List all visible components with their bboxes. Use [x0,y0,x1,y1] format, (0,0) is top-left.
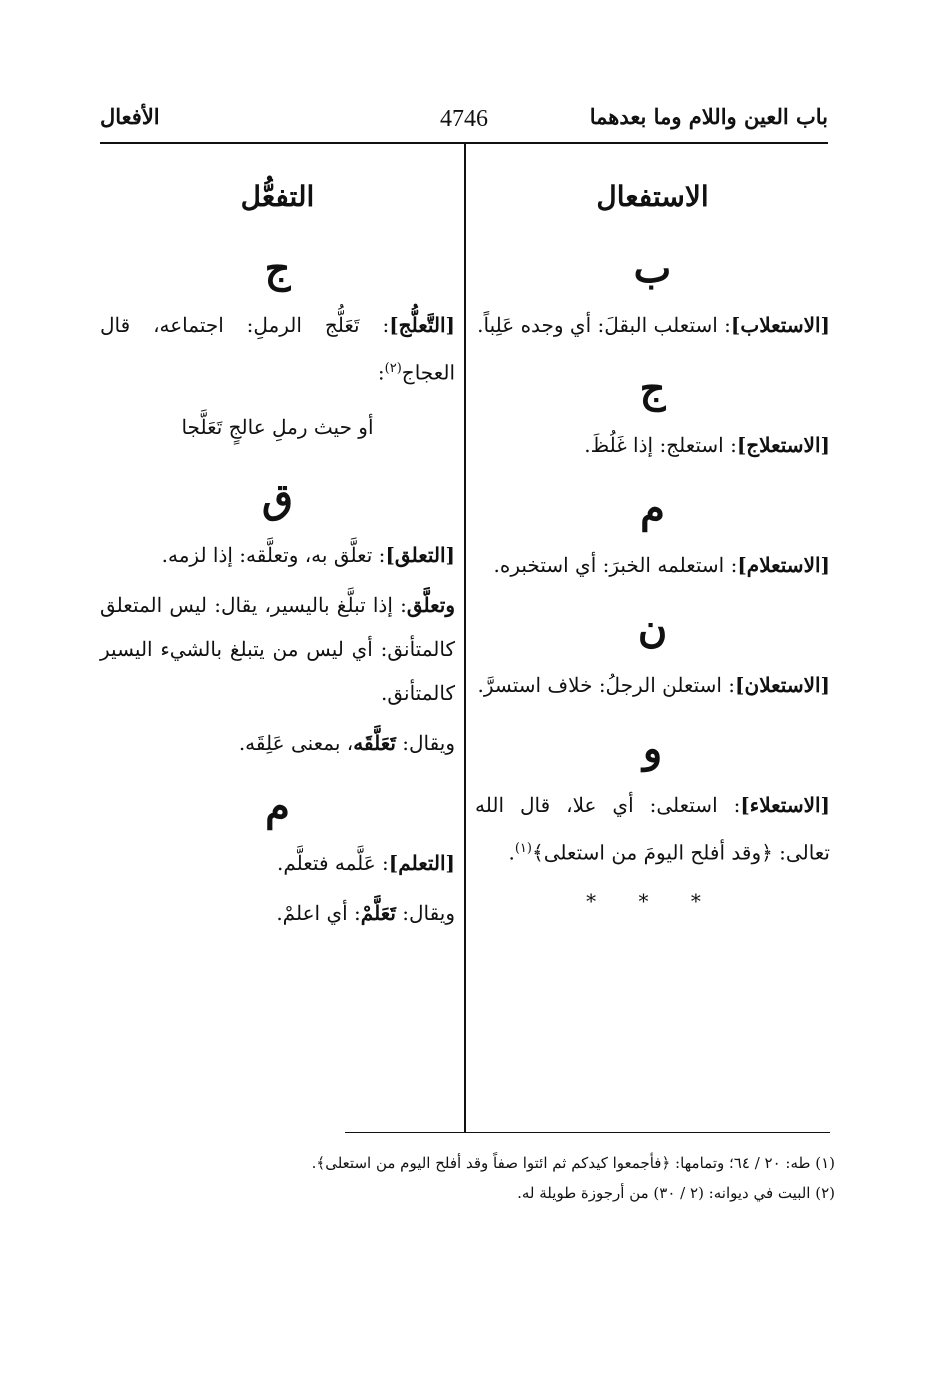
letter-heading: ب [633,245,672,292]
page-header [100,100,828,144]
entry-headword: تَعَلَّقَه [353,730,396,755]
dictionary-entry [475,303,830,347]
entry-text: : تعلَّق به، وتعلَّقه: إذا لزمه. [161,542,386,567]
dictionary-entry [100,583,455,715]
entry-text: : عَلَّمه فتعلَّم. [276,850,389,875]
dictionary-entry [100,891,455,935]
entry-headword: [الاستعلان] [735,673,830,697]
entry-prefix: ويقال: [402,730,455,755]
entry-headword: تَعَلَّمْ [360,900,396,925]
letter-heading: م [265,782,290,830]
chapter-title: باب العين واللام وما بعدهما [589,104,828,129]
dictionary-entry [100,721,455,765]
dictionary-entry [475,663,830,707]
entry-text: : تَعَلُّج الرملِ: اجتماعه، قال العجاج [100,313,455,385]
dictionary-entry [100,533,455,577]
entry-text: : استعلج: إذا غَلُظَ. [584,433,737,457]
dictionary-entry [475,543,830,587]
poetry-verse: أو حيث رملِ عالجٍ تَعَلَّجا [181,414,374,439]
entry-headword: [التعلق] [385,542,455,567]
section-title: الأفعال [100,104,160,129]
left-column-title: التفعُّل [240,180,315,213]
right-column [475,150,830,913]
footnote-marker[interactable]: (٢) [384,361,402,376]
dictionary-entry [475,423,830,467]
entry-text: : استعلن الرجلُ: خلاف استسرَّ. [477,673,736,697]
entry-headword: [الاستعلاء] [740,793,830,817]
column-divider [464,143,466,1133]
entry-text: ، بمعنى عَلِقَه. [238,730,354,755]
letter-heading: و [642,725,663,772]
dictionary-entry: [الاستعلاء]: استعلى: أي علا، قال الله تعالى: ﴿وقد أفلح اليومَ من استعلى﴾$^{(١)}$. [475,793,830,865]
letter-heading: ج [264,245,291,292]
footnotes [100,1148,835,1208]
entry-text: : أي اعلمْ. [276,900,361,925]
entry-headword: [الاستعلاج] [736,433,830,457]
letter-heading: ق [261,474,294,522]
footnote-marker[interactable]: (١) [514,841,532,856]
footnote-2: (٢) البيت في ديوانه: (٢ / ٣٠) من أرجوزة طويلة له. [517,1184,835,1202]
dictionary-entry: [التَّعلُّج]: تَعَلُّج الرملِ: اجتماعه، قال العجاج$^{(٢)}$: [100,313,455,385]
footnote-1: (١) طه: ٢٠ / ٦٤؛ وتمامها: ﴿فأجمعوا كيدكم ثم ائتوا صفاً وقد أفلح اليوم من استعلى﴾. [311,1154,835,1172]
entry-text: : استعلمه الخبرَ: أي استخبره. [493,553,738,577]
entry-prefix: ويقال: [402,900,455,925]
entry-headword: [الاستعلام] [737,553,830,577]
entry-text: : استعلى: أي علا، قال الله تعالى: ﴿وقد أفلح اليومَ من استعلى﴾ [475,793,830,865]
letter-heading: م [640,485,665,532]
right-column-title: الاستفعال [596,180,709,213]
dictionary-entry [100,841,455,885]
entry-text: : استعلب البقلَ: أي وجده عَلِباً. [477,313,731,337]
entry-headword: وتعلَّق [406,592,455,617]
entry-text: : إذا تبلَّغ باليسير، يقال: ليس المتعلق كالمتأنق: أي ليس من يتبلغ بالشيء اليسير كالمتأنق. [100,592,455,705]
footnote-rule [345,1132,830,1133]
letter-heading: ج [639,365,666,412]
entry-headword: [التعلم] [388,850,455,875]
left-column [100,150,455,941]
page-number: 4746 [440,106,488,132]
entry-headword: [التَّعلُّج] [389,313,455,337]
letter-heading: ن [637,605,668,652]
entry-headword: [الاستعلاب] [730,313,830,337]
section-end-stars: * * * [586,888,719,913]
